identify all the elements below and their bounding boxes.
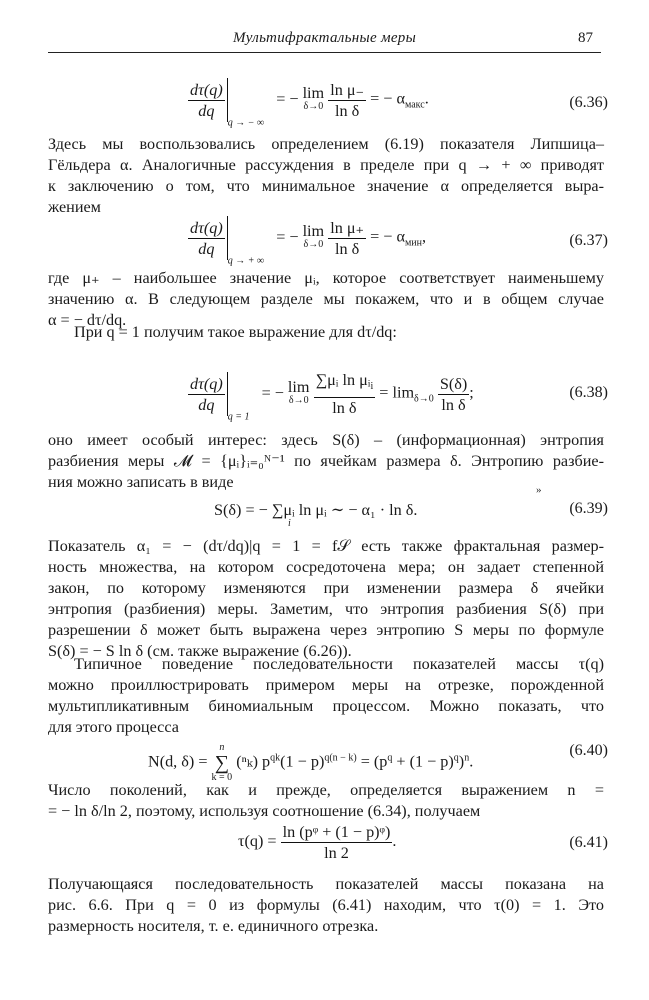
limit-operator: lim δ→0 — [302, 222, 325, 250]
entropy-sum-fraction: $\frac{\sum\mu ᵢ \ln \mu ᵢ_i}{\text{ln δ}}$ — [315, 371, 374, 417]
paragraph-max-value: где μ₊ – наибольшее значение μᵢ, которое соответствует наименьшему значению α. В следующем разделе мы покажем, что и в общем случае α = − dτ/dq. — [48, 269, 604, 329]
derivative-fraction: $\frac{d\tau(q)}{dq}$ — [190, 80, 223, 120]
limit-operator: lim δ→0 — [302, 84, 325, 112]
equation-number: (6.37) — [569, 232, 608, 249]
equation-6-39: S(δ) = − ∑μᵢ ln μᵢ ∼ − α₁ · ln δ. i (6.39) — [214, 500, 608, 529]
derivative-fraction: $\frac{d\tau(q)}{dq}$ — [190, 218, 223, 258]
paragraph-lipschitz: Здесь мы воспользовались определением (6.19) показателя Липшица– Гёльдера α. Аналогичные рассуждения в пределе при q → + ∞ приводят к заключению о том, что минимальное значение α определяется выра- жением — [48, 135, 604, 216]
sum-operator: n ∑ k = 0 — [211, 742, 233, 783]
paragraph-generations: Число поколений, как и прежде, определяется выражением n = = − ln δ/ln 2, поэтому, используя соотношение (6.34), получаем — [48, 781, 604, 820]
equation-number: (6.36) — [569, 94, 608, 111]
page-number: 87 — [578, 30, 593, 46]
log-ratio-fraction: $\frac{\text{ln μ₋}}{\text{ln δ}}$ — [330, 80, 365, 120]
mass-exponent-fraction: $\frac{\text{ln (pᵠ + (1 − p)ᵠ)}}{\ln 2}$ — [282, 823, 391, 862]
derivative-fraction: $\frac{d\tau(q)}{dq}$ — [190, 374, 223, 414]
equation-6-37: $\frac{d\tau(q)}{dq}$ $_{q \to + \infty}$ = − lim δ→0 $\frac{\text{ln μ₊}}{\text{ln δ}}$ = − $\alpha_{мин}$, (6.37) — [48, 216, 608, 268]
entropy-ratio-fraction: $\frac{S(\delta)}{\text{ln δ}}$ — [439, 374, 468, 414]
paragraph-entropy: оно имеет особый интерес: здесь S(δ) – (информационная) энтропия разбиения меры 𝓜 = {μᵢ}ᵢ₌₀ᴺ⁻¹ по ячейкам размера δ. Энтропию разбие- ния можно записать в виде — [48, 431, 604, 491]
evaluation-bar — [227, 78, 228, 122]
limit-operator: lim δ→0 — [287, 378, 310, 406]
paragraph-fractal-dimension: Показатель α₁ = − (dτ/dq)|q = 1 = f𝒮 есть также фрактальная размер- ность множества, на котором сосредоточена мера; он задает степенной закон, по которому изменяются при изменении размера δ ячейки энтропия (разбиения) меры. Заметим, что энтропия разбиения S(δ) при разрешении δ может быть выражена через энтропию S меры по формуле S(δ) = − S ln δ (см. также выражение (6.26)). — [48, 537, 604, 660]
paragraph-binomial-process: Типичное поведение последовательности показателей массы τ(q) можно проиллюстрировать примером меры на отрезке, порожденной мультипликативным биномиальным процессом. Можно показать, что для этого процесса — [48, 655, 604, 736]
running-header-title: Мультифрактальные меры — [232, 30, 417, 46]
evaluation-bar — [227, 372, 228, 416]
equation-6-38: $\frac{d\tau(q)}{dq}$ $_{q = 1}$ = − lim δ→0 $\frac{\sum\mu ᵢ \ln \mu ᵢ_i}{\text{ln δ}}$ = $\lim_{\delta\to 0}$ $\frac{S(\delta)}{\text{ln δ}}$ ; (6.38) — [190, 371, 608, 423]
equation-number: (6.39) — [569, 500, 608, 517]
equation-6-36: $\frac{d\tau(q)}{dq}$ $_{q \to - \infty}$ = − lim δ→0 $\frac{\text{ln μ₋}}{\text{ln δ}}$ = − $\alpha_{макс}$. (6.36) — [48, 78, 608, 130]
stray-mark: » — [536, 484, 542, 496]
evaluation-bar — [227, 216, 228, 260]
paragraph-q-equals-1: При q = 1 получим такое выражение для dτ/dq: — [74, 323, 397, 341]
equation-number: (6.38) — [569, 384, 608, 401]
equation-number: (6.41) — [569, 834, 608, 851]
equation-number: (6.40) — [569, 742, 608, 759]
equation-6-41: τ(q) = $\frac{\text{ln (pᵠ + (1 − p)ᵠ)}}{\ln 2}$ . (6.41) — [238, 823, 608, 862]
header-rule — [48, 52, 601, 53]
log-ratio-fraction: $\frac{\text{ln μ₊}}{\text{ln δ}}$ — [330, 218, 365, 258]
equation-6-40: N(d, δ) = n ∑ k = 0 (ⁿₖ) $p^{qk}(1 - p)^{q(n - k)} = (p^q + (1 - p)^q)^n$. (6.40) — [148, 742, 608, 783]
paragraph-conclusion: Получающаяся последовательность показателей массы показана на рис. 6.6. При q = 0 из формулы (6.41) находим, что τ(0) = 1. Это размерность носителя, т. е. единичного отрезка. — [48, 875, 604, 935]
